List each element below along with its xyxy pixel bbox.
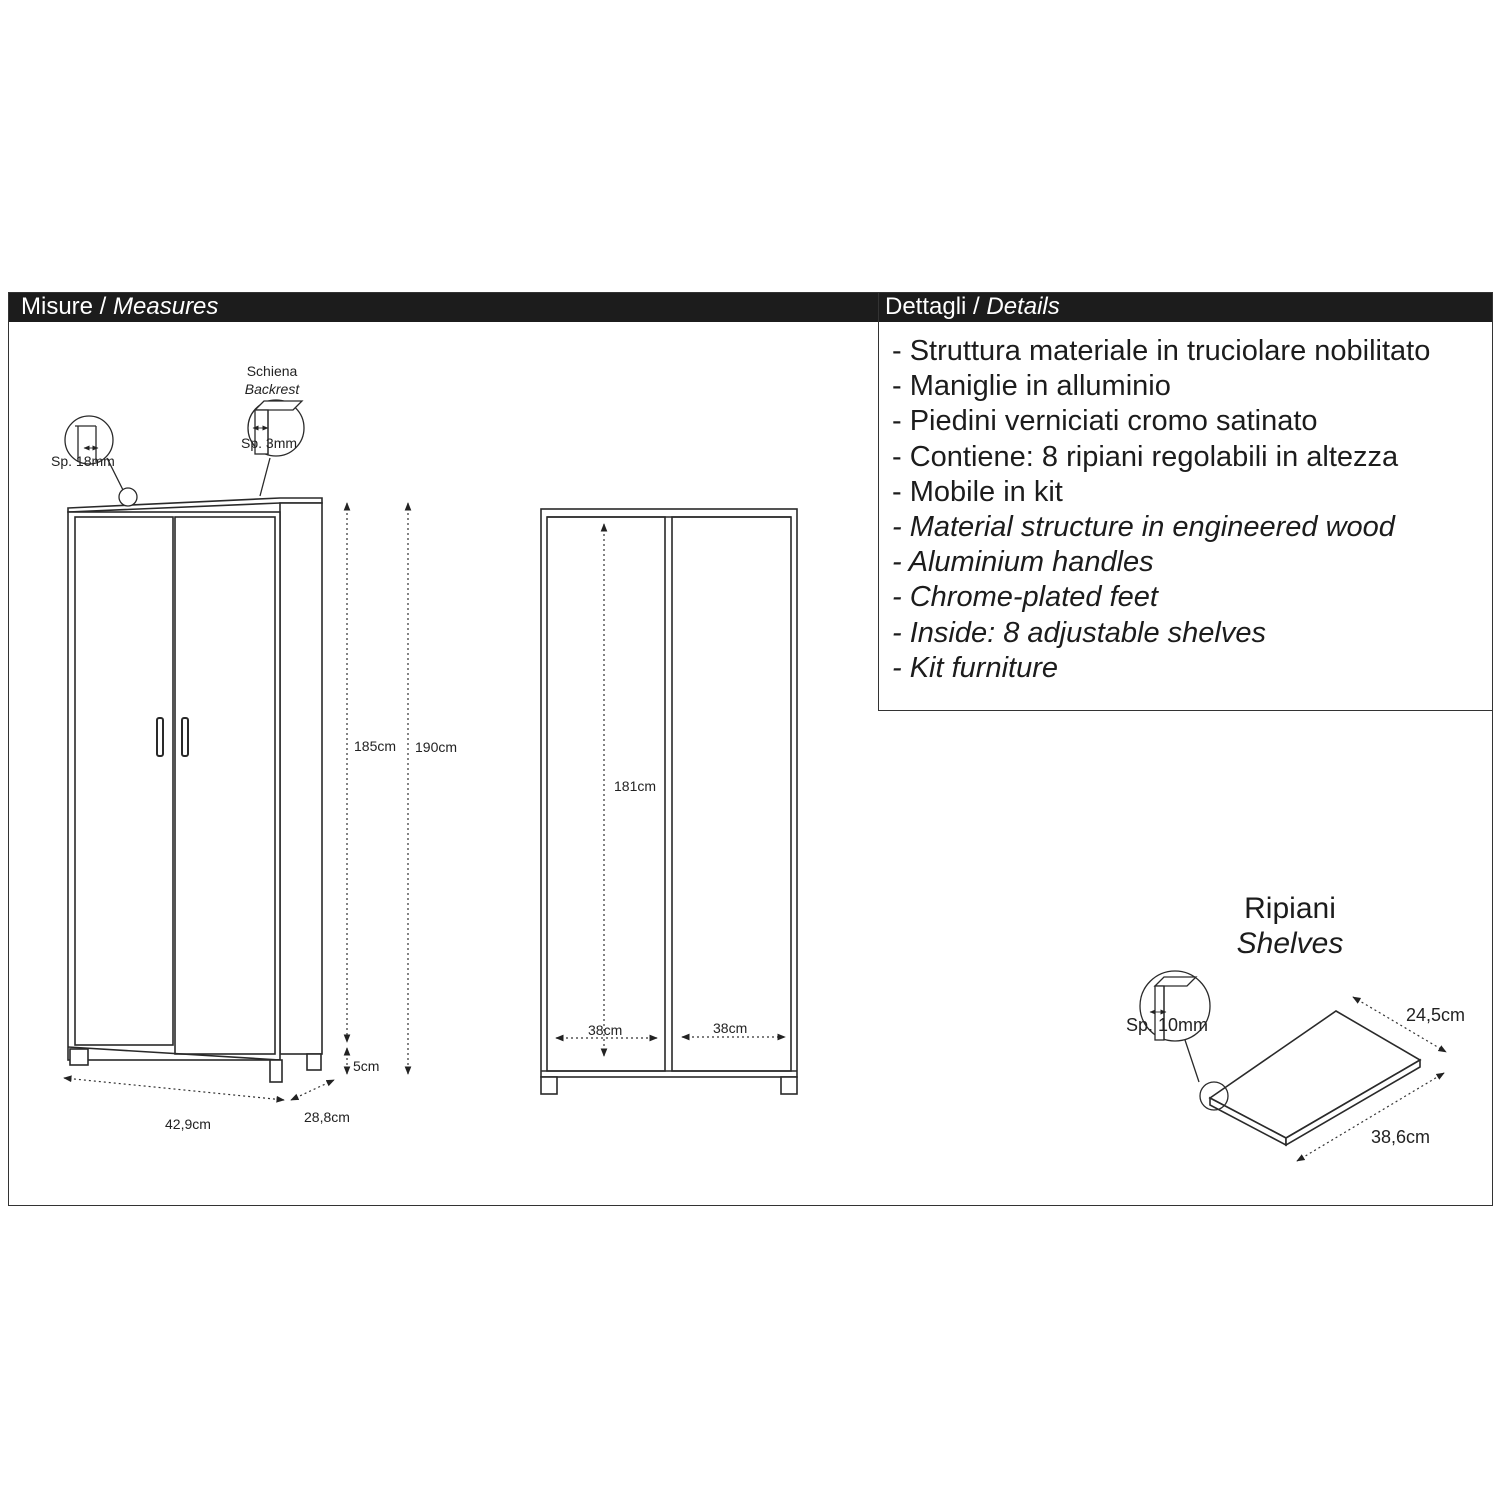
measures-title-it: Misure: [21, 293, 94, 320]
cabinet-open-view: [541, 509, 797, 1094]
detail-item-en: - Material structure in engineered wood: [892, 511, 1395, 544]
detail-item-en: - Aluminium handles: [892, 546, 1154, 579]
details-title-it: Dettagli: [885, 293, 967, 320]
shelves-title-it: Ripiani: [1244, 892, 1336, 925]
measures-separator: /: [93, 293, 114, 320]
detail-item-it: - Mobile in kit: [892, 475, 1063, 508]
total-height-label: 190cm: [415, 739, 458, 755]
panel-thickness-label: Sp. 18mm: [51, 453, 115, 469]
backrest-label-en: Backrest: [244, 381, 300, 397]
width-label: 42,9cm: [165, 1116, 211, 1132]
depth-label: 28,8cm: [304, 1109, 350, 1125]
shelf-thickness-detail: [1140, 971, 1228, 1110]
shelf-thickness-label: Sp. 10mm: [1126, 1015, 1209, 1035]
details-title-en: Details: [986, 293, 1060, 320]
open-foot-left: [541, 1077, 557, 1094]
inner-height-label: 181cm: [614, 778, 657, 794]
shelf-drawing: [1210, 1011, 1420, 1145]
detail-item-it: - Piedini verniciati cromo satinato: [892, 405, 1318, 438]
detail-item-it: - Struttura materiale in truciolare nobilitato: [892, 335, 1431, 367]
shelf-width-label: 38,6cm: [1371, 1127, 1431, 1147]
body-height-label: 185cm: [354, 738, 397, 754]
open-foot-right: [781, 1077, 797, 1094]
cabinet-front-view: [68, 498, 322, 1082]
backrest-label-it: Schiena: [246, 363, 298, 379]
detail-item-en: - Inside: 8 adjustable shelves: [892, 616, 1266, 649]
foot-back-right: [307, 1054, 321, 1070]
foot-front-right: [270, 1060, 282, 1082]
open-cabinet-body: [541, 509, 797, 1077]
cabinet-side-panel: [280, 503, 322, 1054]
feet-height-label: 5cm: [353, 1058, 380, 1074]
measures-title-en: Measures: [113, 293, 219, 320]
detail-item-it: - Maniglie in alluminio: [892, 370, 1171, 403]
right-width-label: 38cm: [713, 1020, 748, 1036]
details-separator: /: [966, 293, 987, 320]
detail-item-it: - Contiene: 8 ripiani regolabili in altezza: [892, 440, 1399, 473]
dim-width: [64, 1078, 284, 1100]
detail-item-en: - Kit furniture: [892, 651, 1058, 684]
dim-depth: [291, 1080, 334, 1100]
shelf-depth-label: 24,5cm: [1406, 1005, 1466, 1025]
backrest-thickness-label: Sp. 3mm: [241, 435, 298, 451]
cabinet-front-carcass: [68, 512, 280, 1060]
left-width-label: 38cm: [588, 1022, 623, 1038]
detail-item-en: - Chrome-plated feet: [892, 581, 1158, 614]
shelves-title-en: Shelves: [1236, 927, 1344, 960]
foot-front-left: [70, 1049, 88, 1065]
